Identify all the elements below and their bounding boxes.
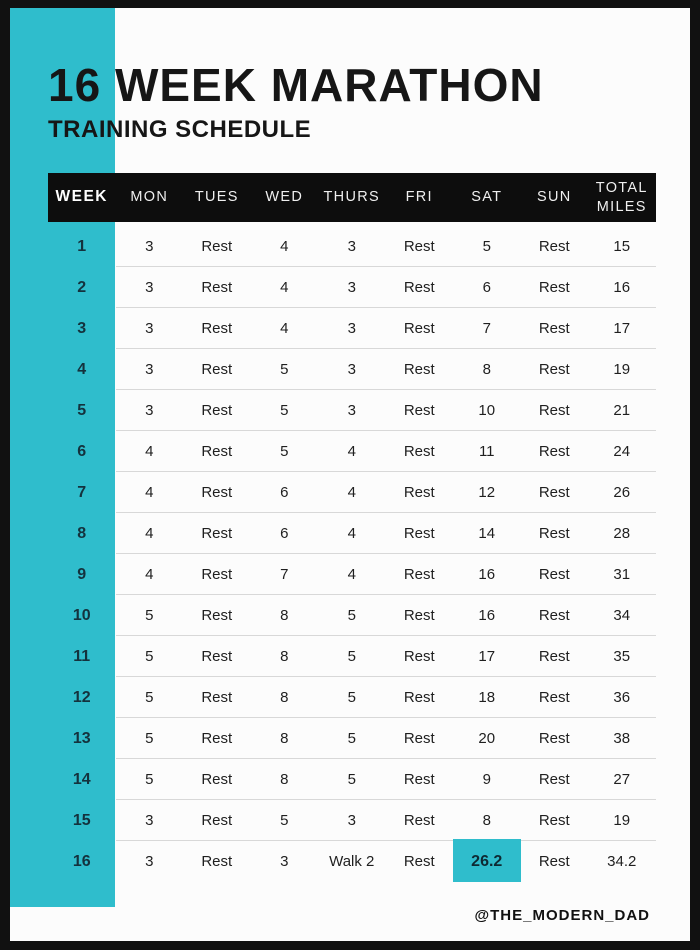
table-cell: 8 — [482, 812, 491, 829]
page-title: 16 WEEK MARATHON — [48, 59, 544, 111]
table-row-week-14 — [48, 759, 656, 800]
table-cell: 16 — [478, 566, 496, 583]
table-cell: 12 — [478, 484, 496, 501]
week-number: 16 — [72, 852, 91, 870]
table-cell: 3 — [145, 812, 154, 829]
table-cell: Rest — [201, 853, 233, 870]
table-cell: 38 — [613, 730, 631, 747]
table-cell: Walk 2 — [329, 853, 375, 870]
training-schedule-table — [48, 173, 656, 882]
table-cell: 4 — [280, 320, 289, 337]
table-cell: 3 — [145, 320, 154, 337]
table-cell: Rest — [403, 730, 435, 747]
table-row-week-11 — [48, 636, 656, 677]
table-cell: Rest — [538, 279, 570, 296]
table-cell: Rest — [201, 730, 233, 747]
table-cell: Rest — [201, 361, 233, 378]
marathon-day-cell: 26.2 — [453, 841, 521, 882]
table-cell: 3 — [347, 320, 356, 337]
table-cell: 10 — [478, 402, 496, 419]
table-cell: 5 — [280, 402, 289, 419]
table-cell: 4 — [280, 279, 289, 296]
table-cell: 3 — [347, 238, 356, 255]
credit-handle: @THE_MODERN_DAD — [474, 907, 650, 924]
content-area — [10, 8, 690, 941]
table-cell: 3 — [347, 812, 356, 829]
table-cell: Rest — [403, 320, 435, 337]
table-cell: 3 — [145, 853, 154, 870]
table-cell: Rest — [403, 689, 435, 706]
table-cell: 15 — [613, 238, 631, 255]
table-cell: 35 — [613, 648, 631, 665]
week-number: 1 — [77, 237, 87, 255]
table-cell: 5 — [347, 771, 356, 788]
table-cell: 5 — [145, 730, 154, 747]
table-row-week-12 — [48, 677, 656, 718]
column-header-thurs: THURS — [323, 189, 380, 206]
week-number: 13 — [72, 729, 91, 747]
table-cell: 3 — [145, 402, 154, 419]
table-cell: 19 — [613, 812, 631, 829]
column-header-tues: TUES — [194, 189, 239, 206]
table-cell: 8 — [280, 730, 289, 747]
table-row-week-3 — [48, 308, 656, 349]
table-cell: 34 — [613, 607, 631, 624]
column-header-fri: FRI — [405, 189, 433, 206]
table-cell: Rest — [538, 648, 570, 665]
week-number: 3 — [77, 319, 87, 337]
table-cell: Rest — [201, 279, 233, 296]
table-cell: Rest — [403, 238, 435, 255]
table-cell: 4 — [280, 238, 289, 255]
week-number: 2 — [77, 278, 87, 296]
table-cell: 8 — [280, 771, 289, 788]
table-cell: 3 — [145, 238, 154, 255]
week-number: 11 — [73, 647, 91, 665]
table-cell: Rest — [538, 853, 570, 870]
table-cell: 7 — [482, 320, 491, 337]
table-cell: Rest — [403, 771, 435, 788]
table-cell: 7 — [280, 566, 289, 583]
table-cell: 24 — [613, 443, 631, 460]
table-cell: 5 — [280, 443, 289, 460]
page-subtitle: TRAINING SCHEDULE — [48, 116, 312, 143]
week-number: 14 — [72, 770, 91, 788]
table-cell: 3 — [280, 853, 289, 870]
table-cell: 5 — [347, 689, 356, 706]
week-number: 6 — [77, 442, 87, 460]
table-cell: Rest — [538, 361, 570, 378]
week-number: 4 — [77, 360, 87, 378]
table-cell: Rest — [403, 812, 435, 829]
table-cell: 18 — [478, 689, 496, 706]
table-cell: Rest — [538, 402, 570, 419]
column-header-mon: MON — [130, 189, 169, 206]
table-cell: 4 — [145, 443, 154, 460]
title-block — [48, 59, 544, 143]
table-cell: 5 — [482, 238, 491, 255]
table-cell: Rest — [201, 689, 233, 706]
table-cell: Rest — [538, 812, 570, 829]
table-cell: 21 — [613, 402, 631, 419]
table-cell: Rest — [538, 566, 570, 583]
table-cell: Rest — [201, 525, 233, 542]
table-row-week-13 — [48, 718, 656, 759]
table-cell: 8 — [280, 689, 289, 706]
table-cell: 17 — [613, 320, 631, 337]
table-cell: 26 — [613, 484, 631, 501]
table-cell: 4 — [145, 525, 154, 542]
table-cell: Rest — [538, 771, 570, 788]
table-row-week-4 — [48, 349, 656, 390]
table-row-week-9 — [48, 554, 656, 595]
week-number: 7 — [77, 483, 87, 501]
table-cell: 8 — [280, 607, 289, 624]
table-cell: 3 — [347, 361, 356, 378]
column-header-total-miles: TOTAL MILES — [595, 179, 648, 215]
table-cell: 19 — [613, 361, 631, 378]
table-cell: Rest — [201, 484, 233, 501]
week-number: 9 — [77, 565, 87, 583]
table-row-week-7 — [48, 472, 656, 513]
table-cell: 20 — [478, 730, 496, 747]
table-cell: 31 — [613, 566, 631, 583]
table-cell: 5 — [145, 771, 154, 788]
table-cell: Rest — [201, 320, 233, 337]
table-row-week-6 — [48, 431, 656, 472]
table-cell: Rest — [201, 566, 233, 583]
table-cell: 4 — [347, 525, 356, 542]
table-row-week-1 — [48, 226, 656, 267]
table-cell: 6 — [280, 484, 289, 501]
table-cell: Rest — [403, 279, 435, 296]
table-cell: Rest — [201, 443, 233, 460]
table-cell: Rest — [538, 525, 570, 542]
table-cell: 5 — [347, 730, 356, 747]
table-cell: 6 — [280, 525, 289, 542]
table-cell: 17 — [478, 648, 496, 665]
table-cell: 36 — [613, 689, 631, 706]
table-cell: 3 — [347, 279, 356, 296]
column-header-sun: SUN — [536, 189, 572, 206]
table-cell: Rest — [403, 566, 435, 583]
table-cell: Rest — [538, 238, 570, 255]
table-row-week-8 — [48, 513, 656, 554]
table-cell: 3 — [145, 279, 154, 296]
column-header-sat: SAT — [471, 189, 503, 206]
table-row-week-16 — [48, 841, 656, 882]
table-cell: 8 — [280, 648, 289, 665]
column-header-week: WEEK — [55, 188, 108, 206]
table-cell: Rest — [403, 484, 435, 501]
week-number: 15 — [72, 811, 91, 829]
table-cell: Rest — [403, 402, 435, 419]
table-row-week-15 — [48, 800, 656, 841]
table-body — [48, 226, 656, 882]
table-cell: 16 — [478, 607, 496, 624]
week-number: 5 — [77, 401, 87, 419]
table-cell: Rest — [201, 812, 233, 829]
table-cell: 8 — [482, 361, 491, 378]
table-cell: 4 — [145, 484, 154, 501]
week-number: 8 — [77, 524, 87, 542]
table-cell: 28 — [613, 525, 631, 542]
table-cell: 16 — [613, 279, 631, 296]
table-cell: Rest — [538, 730, 570, 747]
table-cell: Rest — [538, 320, 570, 337]
table-cell: Rest — [201, 402, 233, 419]
table-cell: Rest — [201, 607, 233, 624]
table-cell: 11 — [478, 443, 495, 460]
week-number: 10 — [72, 606, 91, 624]
table-cell: Rest — [538, 607, 570, 624]
table-cell: 5 — [347, 648, 356, 665]
table-cell: Rest — [403, 648, 435, 665]
table-cell: 4 — [145, 566, 154, 583]
table-header-row — [48, 173, 656, 222]
table-cell: 4 — [347, 443, 356, 460]
table-cell: 3 — [347, 402, 356, 419]
table-cell: 14 — [478, 525, 496, 542]
table-cell: Rest — [201, 648, 233, 665]
column-header-wed: WED — [265, 189, 304, 206]
table-cell: Rest — [403, 361, 435, 378]
table-cell: 5 — [145, 607, 154, 624]
table-cell: 9 — [482, 771, 491, 788]
table-cell: Rest — [403, 443, 435, 460]
table-row-week-2 — [48, 267, 656, 308]
table-cell: 5 — [280, 812, 289, 829]
table-cell: 3 — [145, 361, 154, 378]
table-cell: Rest — [538, 443, 570, 460]
table-cell: 5 — [145, 689, 154, 706]
table-cell: Rest — [403, 853, 435, 870]
week-number: 12 — [72, 688, 91, 706]
table-cell: 4 — [347, 566, 356, 583]
table-cell: 5 — [280, 361, 289, 378]
table-cell: Rest — [538, 689, 570, 706]
table-cell: Rest — [201, 238, 233, 255]
table-cell: 5 — [347, 607, 356, 624]
table-cell: 4 — [347, 484, 356, 501]
table-cell: Rest — [538, 484, 570, 501]
table-cell: Rest — [403, 607, 435, 624]
table-cell: Rest — [403, 525, 435, 542]
table-row-week-5 — [48, 390, 656, 431]
table-cell: 6 — [482, 279, 491, 296]
table-cell: 5 — [145, 648, 154, 665]
table-cell: 34.2 — [607, 853, 637, 870]
table-cell: Rest — [201, 771, 233, 788]
table-cell: 27 — [613, 771, 631, 788]
table-row-week-10 — [48, 595, 656, 636]
